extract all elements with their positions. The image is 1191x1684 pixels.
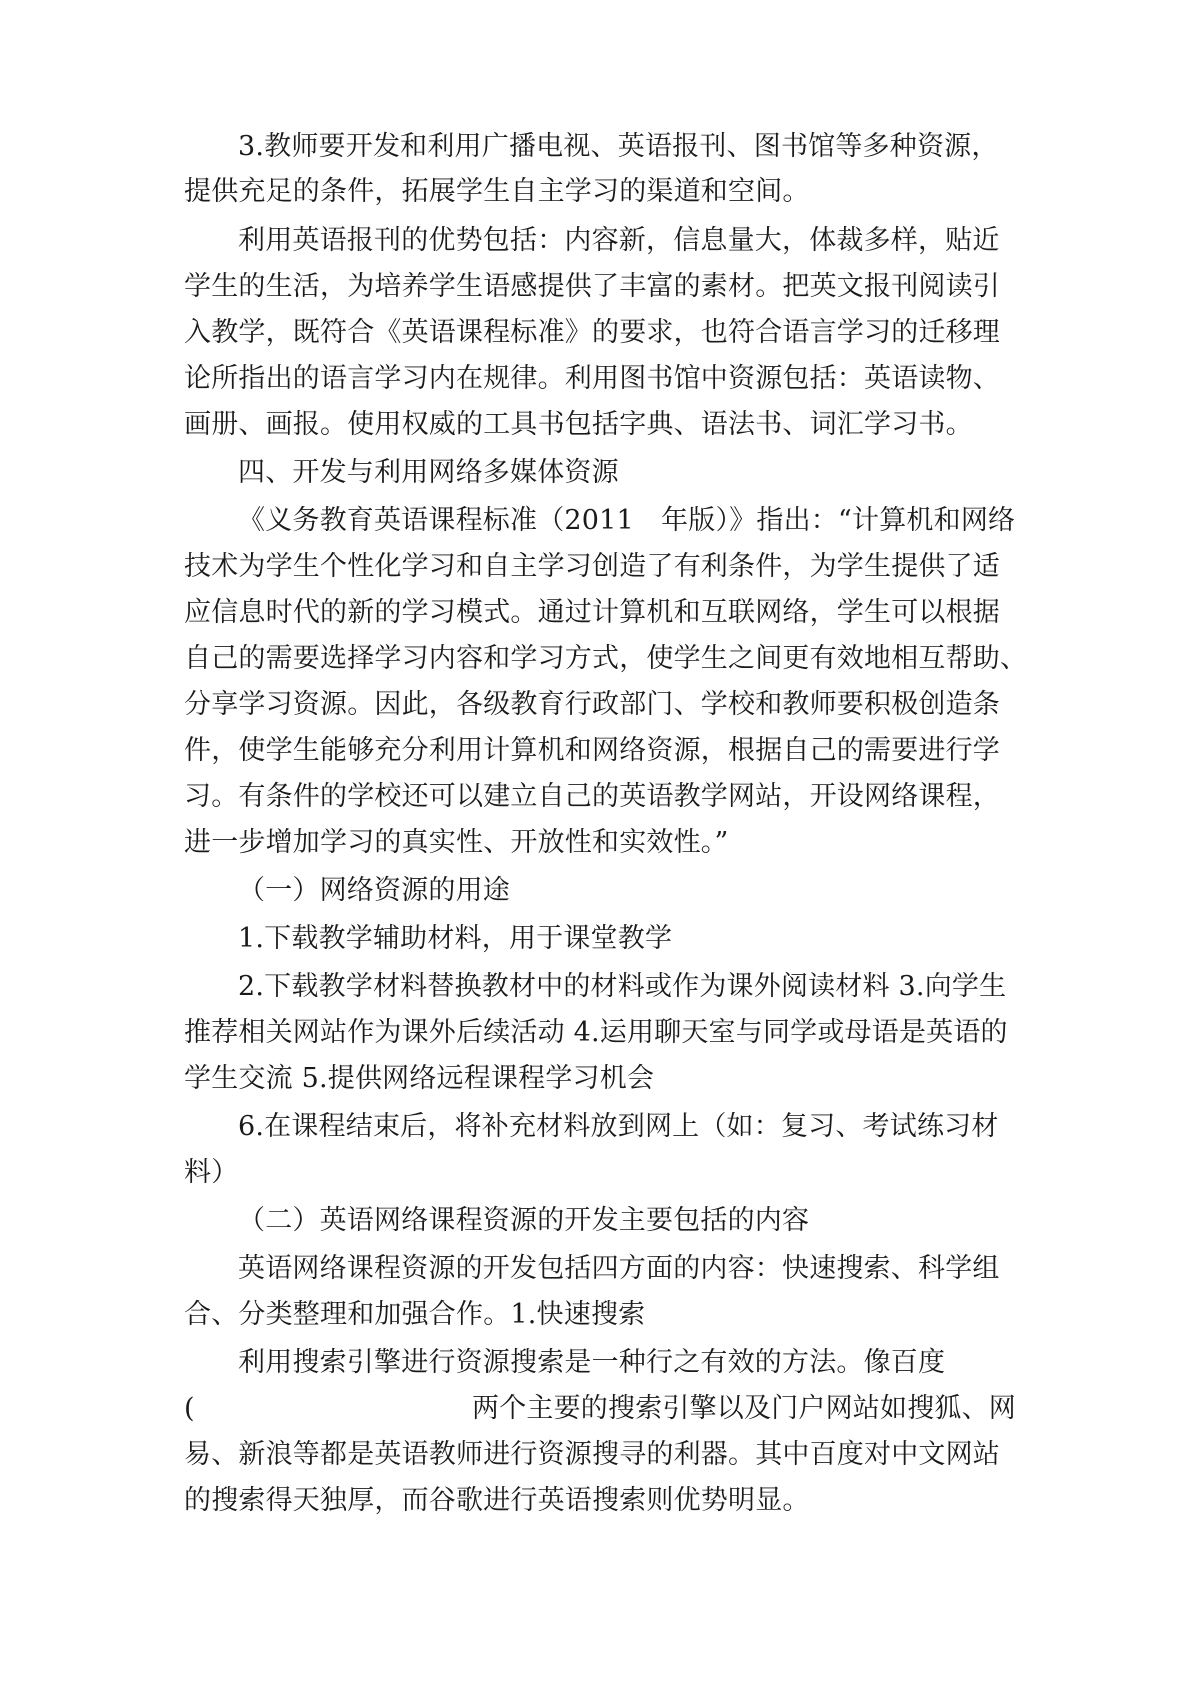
paragraph-line: 英语网络课程资源的开发包括四方面的内容：快速搜索、科学组	[238, 1253, 1000, 1284]
paragraph-line: 技术为学生个性化学习和自主学习创造了有利条件，为学生提供了适	[184, 551, 1000, 582]
paragraph-line: 习。有条件的学校还可以建立自己的英语教学网站，开设网络课程，	[184, 781, 1000, 812]
paragraph-line: 两个主要的搜索引擎以及门户网站如搜狐、网	[472, 1393, 1016, 1424]
paragraph-line: 画册、画报。使用权威的工具书包括字典、语法书、词汇学习书。	[184, 409, 973, 440]
paragraph-line: 合、分类整理和加强合作。1.快速搜索	[184, 1299, 646, 1330]
paragraph-line: 利用英语报刊的优势包括：内容新，信息量大，体裁多样，贴近	[238, 225, 1000, 256]
paragraph-line: 应信息时代的新的学习模式。通过计算机和互联网络，学生可以根据	[184, 597, 1000, 628]
paragraph-line: 进一步增加学习的真实性、开放性和实效性。”	[184, 827, 729, 858]
subsection-heading: （一）网络资源的用途	[238, 875, 510, 906]
paragraph-line: 件，使学生能够充分利用计算机和网络资源，根据自己的需要进行学	[184, 735, 1000, 766]
paragraph-line: 利用搜索引擎进行资源搜索是一种行之有效的方法。像百度	[238, 1347, 946, 1378]
list-item: 料）	[184, 1157, 239, 1188]
paragraph-line: (	[184, 1393, 195, 1424]
list-item: 6.在课程结束后，将补充材料放到网上（如：复习、考试练习材	[238, 1111, 999, 1142]
paragraph-line: 学生的生活，为培养学生语感提供了丰富的素材。把英文报刊阅读引	[184, 271, 1000, 302]
list-item: 1.下载教学辅助材料，用于课堂教学	[238, 923, 673, 954]
paragraph-line: 3.教师要开发和利用广播电视、英语报刊、图书馆等多种资源，	[238, 131, 999, 162]
paragraph-line: 提供充足的条件，拓展学生自主学习的渠道和空间。	[184, 176, 810, 207]
list-item: 2.下载教学材料替换教材中的材料或作为课外阅读材料 3.向学生	[238, 971, 1007, 1002]
paragraph-line: 自己的需要选择学习内容和学习方式，使学生之间更有效地相互帮助、	[184, 643, 1028, 674]
list-item: 推荐相关网站作为课外后续活动 4.运用聊天室与同学或母语是英语的	[184, 1017, 1008, 1048]
paragraph-line: 《义务教育英语课程标准（2011 年版）》指出：“计算机和网络	[238, 505, 1016, 536]
paragraph-line: 论所指出的语言学习内在规律。利用图书馆中资源包括：英语读物、	[184, 363, 1000, 394]
paragraph-line: 分享学习资源。因此，各级教育行政部门、学校和教师要积极创造条	[184, 689, 1000, 720]
section-heading: 四、开发与利用网络多媒体资源	[238, 457, 619, 488]
paragraph-line: 的搜索得天独厚，而谷歌进行英语搜索则优势明显。	[184, 1485, 810, 1516]
paragraph-line: 入教学，既符合《英语课程标准》的要求，也符合语言学习的迁移理	[184, 317, 1000, 348]
list-item: 学生交流 5.提供网络远程课程学习机会	[184, 1063, 655, 1094]
subsection-heading: （二）英语网络课程资源的开发主要包括的内容	[238, 1205, 810, 1236]
paragraph-line: 易、新浪等都是英语教师进行资源搜寻的利器。其中百度对中文网站	[184, 1439, 1000, 1470]
